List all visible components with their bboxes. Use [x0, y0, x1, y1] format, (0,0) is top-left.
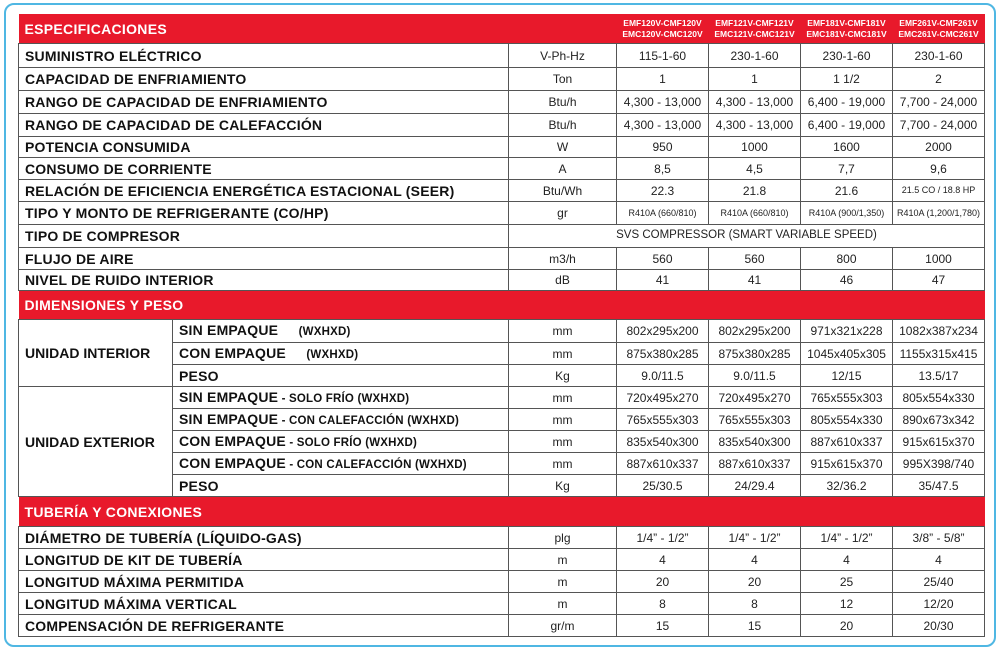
value-cell: 720x495x270 — [709, 387, 801, 409]
value-cell: 25 — [801, 571, 893, 593]
value-cell: 1082x387x234 — [893, 320, 985, 343]
unit-cell: Kg — [509, 475, 617, 497]
table-row — [19, 158, 985, 180]
table-row — [19, 387, 985, 409]
value-cell: 1/4” - 1/2” — [709, 527, 801, 549]
value-cell: 802x295x200 — [617, 320, 709, 343]
value-cell: 1 1/2 — [801, 68, 893, 91]
unit-cell: mm — [509, 409, 617, 431]
row-label: LONGITUD MÁXIMA VERTICAL — [19, 593, 509, 615]
value-cell: 971x321x228 — [801, 320, 893, 343]
row-label: SIN EMPAQUE - SOLO FRÍO (WXHXD) — [173, 387, 509, 409]
value-cell: 4 — [893, 549, 985, 571]
value-cell: 1600 — [801, 137, 893, 158]
value-cell: 995X398/740 — [893, 453, 985, 475]
row-label: CAPACIDAD DE ENFRIAMIENTO — [19, 68, 509, 91]
value-cell: 1000 — [893, 248, 985, 270]
row-label: TIPO Y MONTO DE REFRIGERANTE (CO/HP) — [19, 202, 509, 225]
row-label: RANGO DE CAPACIDAD DE CALEFACCIÓN — [19, 114, 509, 137]
value-cell: 4,300 - 13,000 — [617, 91, 709, 114]
model-header: EMF261V-CMF261V EMC261V-CMC261V — [893, 14, 985, 44]
row-label: LONGITUD DE KIT DE TUBERÍA — [19, 549, 509, 571]
value-cell: 4,300 - 13,000 — [709, 114, 801, 137]
unit-cell: Btu/h — [509, 91, 617, 114]
row-label: CONSUMO DE CORRIENTE — [19, 158, 509, 180]
value-cell: 915x615x370 — [801, 453, 893, 475]
table-row — [19, 180, 985, 202]
value-cell: R410A (900/1,350) — [801, 202, 893, 225]
unit-cell: mm — [509, 387, 617, 409]
row-label: CON EMPAQUE (WXHXD) — [173, 343, 509, 365]
model-header: EMF121V-CMF121V EMC121V-CMC121V — [709, 14, 801, 44]
value-cell: 835x540x300 — [709, 431, 801, 453]
value-cell: R410A (1,200/1,780) — [893, 202, 985, 225]
model-header: EMF181V-CMF181V EMC181V-CMC181V — [801, 14, 893, 44]
table-row — [19, 527, 985, 549]
value-cell: 8,5 — [617, 158, 709, 180]
row-label: CON EMPAQUE - SOLO FRÍO (WXHXD) — [173, 431, 509, 453]
row-label: FLUJO DE AIRE — [19, 248, 509, 270]
spec-table — [18, 13, 985, 637]
table-row — [19, 571, 985, 593]
value-cell: 41 — [709, 270, 801, 291]
value-cell: 230-1-60 — [709, 44, 801, 68]
value-cell: 35/47.5 — [893, 475, 985, 497]
value-cell: 1000 — [709, 137, 801, 158]
value-cell: 9.0/11.5 — [617, 365, 709, 387]
value-cell: 720x495x270 — [617, 387, 709, 409]
value-cell: 41 — [617, 270, 709, 291]
table-row — [19, 270, 985, 291]
section-row-piping — [19, 497, 985, 527]
value-cell: 4,300 - 13,000 — [617, 114, 709, 137]
row-label: POTENCIA CONSUMIDA — [19, 137, 509, 158]
row-label: SIN EMPAQUE - CON CALEFACCIÓN (WXHXD) — [173, 409, 509, 431]
table-row — [19, 225, 985, 248]
row-label: COMPENSACIÓN DE REFRIGERANTE — [19, 615, 509, 637]
value-cell: 7,7 — [801, 158, 893, 180]
value-cell: 560 — [709, 248, 801, 270]
value-cell: 8 — [617, 593, 709, 615]
row-label: CON EMPAQUE - CON CALEFACCIÓN (WXHXD) — [173, 453, 509, 475]
unit-cell: plg — [509, 527, 617, 549]
value-cell: 887x610x337 — [709, 453, 801, 475]
group-label-outdoor: UNIDAD EXTERIOR — [19, 387, 173, 497]
section-title-dimensions: DIMENSIONES Y PESO — [19, 291, 985, 320]
table-row — [19, 91, 985, 114]
unit-cell: Btu/Wh — [509, 180, 617, 202]
table-row — [19, 68, 985, 91]
row-label: RANGO DE CAPACIDAD DE ENFRIAMIENTO — [19, 91, 509, 114]
value-cell: 1 — [617, 68, 709, 91]
unit-cell: W — [509, 137, 617, 158]
value-cell: 835x540x300 — [617, 431, 709, 453]
value-cell: 21.6 — [801, 180, 893, 202]
value-cell: 560 — [617, 248, 709, 270]
value-cell: 805x554x330 — [801, 409, 893, 431]
value-cell: 15 — [617, 615, 709, 637]
table-row — [19, 593, 985, 615]
unit-cell: Ton — [509, 68, 617, 91]
section-title-piping: TUBERÍA Y CONEXIONES — [19, 497, 985, 527]
spec-header-row — [19, 14, 985, 44]
row-label: PESO — [173, 365, 509, 387]
value-cell: 12 — [801, 593, 893, 615]
value-cell: 9.0/11.5 — [709, 365, 801, 387]
value-cell: 765x555x303 — [709, 409, 801, 431]
value-cell: 4,300 - 13,000 — [709, 91, 801, 114]
value-cell: 7,700 - 24,000 — [893, 91, 985, 114]
unit-cell: gr — [509, 202, 617, 225]
unit-cell: mm — [509, 431, 617, 453]
unit-cell: V-Ph-Hz — [509, 44, 617, 68]
value-cell: 20/30 — [893, 615, 985, 637]
value-cell: 47 — [893, 270, 985, 291]
unit-cell: mm — [509, 453, 617, 475]
table-row — [19, 248, 985, 270]
row-label: TIPO DE COMPRESOR — [19, 225, 509, 248]
value-cell: 8 — [709, 593, 801, 615]
value-cell: R410A (660/810) — [617, 202, 709, 225]
unit-cell: m — [509, 549, 617, 571]
value-cell: 765x555x303 — [801, 387, 893, 409]
value-cell: 22.3 — [617, 180, 709, 202]
value-cell: 20 — [801, 615, 893, 637]
value-cell: 24/29.4 — [709, 475, 801, 497]
model-header: EMF120V-CMF120V EMC120V-CMC120V — [617, 14, 709, 44]
value-cell: 15 — [709, 615, 801, 637]
unit-cell: gr/m — [509, 615, 617, 637]
value-cell: 21.5 CO / 18.8 HP — [893, 180, 985, 202]
compressor-value: SVS COMPRESSOR (SMART VARIABLE SPEED) — [509, 225, 985, 248]
unit-cell: dB — [509, 270, 617, 291]
value-cell: 805x554x330 — [893, 387, 985, 409]
value-cell: 4 — [709, 549, 801, 571]
value-cell: 46 — [801, 270, 893, 291]
row-label: PESO — [173, 475, 509, 497]
value-cell: 950 — [617, 137, 709, 158]
unit-cell: mm — [509, 343, 617, 365]
table-row — [19, 137, 985, 158]
table-row — [19, 615, 985, 637]
table-row — [19, 44, 985, 68]
row-label: NIVEL DE RUIDO INTERIOR — [19, 270, 509, 291]
value-cell: 800 — [801, 248, 893, 270]
value-cell: 875x380x285 — [617, 343, 709, 365]
value-cell: 7,700 - 24,000 — [893, 114, 985, 137]
value-cell: 6,400 - 19,000 — [801, 91, 893, 114]
value-cell: 765x555x303 — [617, 409, 709, 431]
value-cell: 1/4” - 1/2” — [801, 527, 893, 549]
value-cell: 3/8” - 5/8” — [893, 527, 985, 549]
value-cell: 887x610x337 — [617, 453, 709, 475]
value-cell: 1 — [709, 68, 801, 91]
value-cell: 1/4” - 1/2” — [617, 527, 709, 549]
unit-cell: m — [509, 593, 617, 615]
value-cell: 12/20 — [893, 593, 985, 615]
unit-cell: mm — [509, 320, 617, 343]
section-row-dimensions — [19, 291, 985, 320]
row-label: SIN EMPAQUE (WXHXD) — [173, 320, 509, 343]
unit-cell: m3/h — [509, 248, 617, 270]
value-cell: 2000 — [893, 137, 985, 158]
value-cell: 13.5/17 — [893, 365, 985, 387]
value-cell: 9,6 — [893, 158, 985, 180]
section-title-specifications: ESPECIFICACIONES — [19, 14, 509, 44]
value-cell: 1045x405x305 — [801, 343, 893, 365]
value-cell: 1155x315x415 — [893, 343, 985, 365]
value-cell: 887x610x337 — [801, 431, 893, 453]
spec-sheet-frame — [4, 3, 996, 647]
unit-cell: Btu/h — [509, 114, 617, 137]
value-cell: 32/36.2 — [801, 475, 893, 497]
unit-cell: m — [509, 571, 617, 593]
group-label-indoor: UNIDAD INTERIOR — [19, 320, 173, 387]
row-label: RELACIÓN DE EFICIENCIA ENERGÉTICA ESTACIONAL (SEER) — [19, 180, 509, 202]
table-row — [19, 202, 985, 225]
value-cell: 25/40 — [893, 571, 985, 593]
unit-cell: Kg — [509, 365, 617, 387]
value-cell: 4,5 — [709, 158, 801, 180]
unit-cell: A — [509, 158, 617, 180]
value-cell: 915x615x370 — [893, 431, 985, 453]
table-row — [19, 549, 985, 571]
table-row — [19, 320, 985, 343]
row-label: DIÁMETRO DE TUBERÍA (LÍQUIDO-GAS) — [19, 527, 509, 549]
value-cell: 6,400 - 19,000 — [801, 114, 893, 137]
table-row — [19, 114, 985, 137]
value-cell: 2 — [893, 68, 985, 91]
value-cell: 230-1-60 — [893, 44, 985, 68]
value-cell: 230-1-60 — [801, 44, 893, 68]
row-label: LONGITUD MÁXIMA PERMITIDA — [19, 571, 509, 593]
value-cell: 25/30.5 — [617, 475, 709, 497]
value-cell: 890x673x342 — [893, 409, 985, 431]
value-cell: R410A (660/810) — [709, 202, 801, 225]
value-cell: 21.8 — [709, 180, 801, 202]
value-cell: 115-1-60 — [617, 44, 709, 68]
value-cell: 802x295x200 — [709, 320, 801, 343]
value-cell: 12/15 — [801, 365, 893, 387]
row-label: SUMINISTRO ELÉCTRICO — [19, 44, 509, 68]
value-cell: 20 — [709, 571, 801, 593]
value-cell: 4 — [617, 549, 709, 571]
value-cell: 4 — [801, 549, 893, 571]
value-cell: 20 — [617, 571, 709, 593]
value-cell: 875x380x285 — [709, 343, 801, 365]
